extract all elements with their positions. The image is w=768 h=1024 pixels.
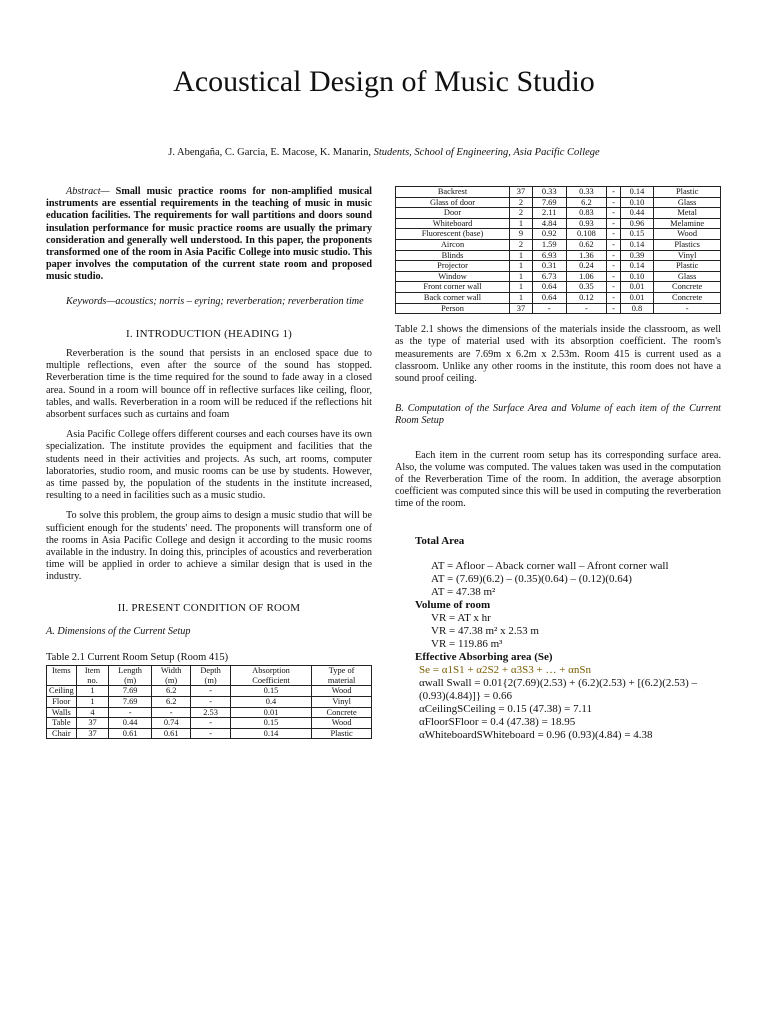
table-cell: 6.93	[532, 250, 566, 261]
table-cell: -	[532, 303, 566, 314]
table-cell: 0.8	[620, 303, 654, 314]
table-row	[396, 261, 721, 272]
table-cell: 6.73	[532, 271, 566, 282]
table-cell: 0.39	[620, 250, 654, 261]
right-column	[395, 186, 721, 742]
table-cell: 0.83	[566, 208, 607, 219]
table-cell: 0.62	[566, 239, 607, 250]
table-cell: 6.2	[151, 686, 190, 697]
table-cell: Wood	[654, 229, 721, 240]
table-cell: 2	[510, 208, 533, 219]
author-line	[40, 147, 728, 158]
table-row	[47, 707, 372, 718]
total-area-heading: Total Area	[415, 534, 465, 547]
header-depth: Depth (m)	[191, 666, 230, 686]
table-cell: 0.01	[620, 282, 654, 293]
table-cell: 4.84	[532, 218, 566, 229]
section-heading-present-condition: II. PRESENT CONDITION OF ROOM	[117, 601, 301, 614]
table-cell: Plastic	[312, 728, 372, 739]
table-cell: Melamine	[654, 218, 721, 229]
table-cell: Metal	[654, 208, 721, 219]
table-cell: 6.2	[151, 697, 190, 708]
table-row	[396, 208, 721, 219]
table-cell: 0.64	[532, 292, 566, 303]
keywords: Keywords—acoustics; norris – eyring; reverberation; reverberation time	[66, 295, 364, 307]
left-column	[46, 186, 372, 739]
table-cell: 0.14	[620, 239, 654, 250]
table-cell: 1	[76, 686, 109, 697]
table-cell: 0.14	[230, 728, 311, 739]
table-cell: Window	[396, 271, 510, 282]
table-cell: 37	[76, 718, 109, 729]
table-row	[396, 292, 721, 303]
table-cell: 0.14	[620, 187, 654, 198]
formula-effective-1: Se = α1S1 + α2S2 + α3S3 + … + αnSn	[419, 663, 592, 676]
table-cell: 1	[510, 271, 533, 282]
table-cell: -	[607, 208, 620, 219]
table-cell: 0.4	[230, 697, 311, 708]
table-cell: 0.108	[566, 229, 607, 240]
table-cell: 0.15	[230, 718, 311, 729]
table-cell: -	[607, 197, 620, 208]
table-row	[47, 728, 372, 739]
table-cell: 2	[510, 197, 533, 208]
table-cell: -	[566, 303, 607, 314]
formula-effective-2: αwall Swall = 0.01{2(7.69)(2.53) + (6.2)(2.53) + [(6.2)(2.53) – (0.93)(4.84)]} = 0.66	[419, 676, 698, 702]
table-cell: 0.44	[620, 208, 654, 219]
subheading-dimensions: A. Dimensions of the Current Setup	[46, 625, 191, 637]
author-names: J. Abengaña, C. Garcia, E. Macose, K. Manarin,	[168, 147, 374, 158]
table-cell: Vinyl	[312, 697, 372, 708]
table-cell: 1	[510, 282, 533, 293]
table-cell: Concrete	[654, 292, 721, 303]
table-cell: 0.12	[566, 292, 607, 303]
table-cell: 37	[510, 303, 533, 314]
table-cell: -	[191, 718, 230, 729]
table-row	[396, 187, 721, 198]
table-cell: 0.10	[620, 271, 654, 282]
table-row	[396, 197, 721, 208]
table-cell: Door	[396, 208, 510, 219]
table-cell: -	[654, 303, 721, 314]
table-cell: 0.10	[620, 197, 654, 208]
table-cell: Ceiling	[47, 686, 77, 697]
intro-paragraph-1: Reverberation is the sound that persists in an enclosed space due to multiple reflections, even after the source of the sound has stopped. Reverberation time is the time required for the sound to fade away in a closed area. Sound in a room will bounce off in reflective surfaces like ceiling, floor, tables, and walls. Reverberation in a room will be reduced if the reflections hit absorbent surfaces such as curtains and foam	[46, 348, 372, 421]
table-cell: -	[607, 218, 620, 229]
table-cell: 0.64	[532, 282, 566, 293]
table-cell: Walls	[47, 707, 77, 718]
formula-volume-3: VR = 119.86 m³	[431, 637, 503, 650]
table-cell: 1	[510, 250, 533, 261]
table-row	[47, 697, 372, 708]
table-cell: 0.33	[532, 187, 566, 198]
table-row	[47, 718, 372, 729]
volume-heading: Volume of room	[415, 598, 491, 611]
table-cell: 1	[510, 292, 533, 303]
table-cell: 0.01	[230, 707, 311, 718]
formula-effective-3: αCeilingSCeiling = 0.15 (47.38) = 7.11	[419, 702, 592, 715]
table-cell: Person	[396, 303, 510, 314]
table-cell: Concrete	[312, 707, 372, 718]
header-material: Type of material	[312, 666, 372, 686]
effective-area-heading: Effective Absorbing area (Se)	[415, 650, 553, 663]
table-cell: 0.61	[151, 728, 190, 739]
formula-area-3: AT = 47.38 m²	[431, 585, 496, 598]
table-cell: Vinyl	[654, 250, 721, 261]
table-cell: 0.74	[151, 718, 190, 729]
formula-block	[395, 535, 721, 742]
abstract-text: Small music practice rooms for non-amplified musical instruments are essential requirements in the teaching of music in music education facilities. The requirements for wall partitions and doors sound insulation performance for music practice rooms are usually the primary consideration and generally well understood. In this paper, the proponents transformed one of the room in Asia Pacific College into music studio. This paper involves the computation of the current state room and proposed music studio.	[46, 186, 372, 283]
subheading-computation: B. Computation of the Surface Area and Volume of each item of the Current Room Setup	[395, 403, 721, 427]
table-cell: 2.11	[532, 208, 566, 219]
table-cell: 1	[76, 697, 109, 708]
table-cell: Plastic	[654, 261, 721, 272]
table-cell: Glass	[654, 271, 721, 282]
formula-volume-2: VR = 47.38 m² x 2.53 m	[431, 624, 539, 637]
table-cell: -	[191, 728, 230, 739]
table-cell: 1.36	[566, 250, 607, 261]
intro-paragraph-3: To solve this problem, the group aims to design a music studio that will be sufficient enough for the students' need. The proponents will transform one of the rooms in Asia Pacific College and design it according to the music rooms available in the industry. In doing this, principles of acoustics and reverberation time will be applied in order to achieve a similar design that is used in the industry.	[46, 510, 372, 583]
table-cell: 6.2	[566, 197, 607, 208]
table-cell: 0.24	[566, 261, 607, 272]
table-cell: -	[607, 292, 620, 303]
table-row	[396, 303, 721, 314]
table-cell: Front corner wall	[396, 282, 510, 293]
table-cell: Whiteboard	[396, 218, 510, 229]
table-description-paragraph: Table 2.1 shows the dimensions of the materials inside the classroom, as well as the type of material used with its absorption coefficient. The room's measurements are 7.69m x 6.2m x 2.53m. Room 415 is current used as a classroom. Unlike any other rooms in the institute, this room does not have a sound proof ceiling.	[395, 324, 721, 384]
table-cell: -	[607, 250, 620, 261]
table-cell: 0.15	[230, 686, 311, 697]
section-heading-introduction: I. INTRODUCTION (HEADING 1)	[125, 327, 293, 340]
table-cell: -	[607, 229, 620, 240]
table-cell: -	[109, 707, 152, 718]
abstract-label: Abstract—	[66, 186, 110, 197]
table-cell: 0.31	[532, 261, 566, 272]
current-room-setup-table-continued	[395, 186, 721, 314]
table-cell: Plastics	[654, 239, 721, 250]
header-absorption: Absorption Coefficient	[230, 666, 311, 686]
header-item-no: Item no.	[76, 666, 109, 686]
table-cell: Plastic	[654, 187, 721, 198]
table-cell: 0.93	[566, 218, 607, 229]
table-cell: Wood	[312, 686, 372, 697]
table-cell: Aircon	[396, 239, 510, 250]
computation-paragraph: Each item in the current room setup has its corresponding surface area. Also, the volume was computed. The values taken was used in the computation of the Reverberation Time of the room. In addition, the average absorption coefficient was computed since this will be used in computing the reverberation time of the room.	[395, 449, 721, 510]
table-cell: Chair	[47, 728, 77, 739]
table-cell: Backrest	[396, 187, 510, 198]
table-cell: 0.01	[620, 292, 654, 303]
formula-volume-1: VR = AT x hr	[431, 611, 491, 624]
table-cell: 2.53	[191, 707, 230, 718]
abstract	[46, 186, 372, 284]
table-cell: Glass of door	[396, 197, 510, 208]
table-cell: 37	[76, 728, 109, 739]
table-caption: Table 2.1 Current Room Setup (Room 415)	[46, 652, 229, 664]
table-cell: Wood	[312, 718, 372, 729]
table-cell: 0.14	[620, 261, 654, 272]
table-cell: 7.69	[109, 697, 152, 708]
table-cell: 0.92	[532, 229, 566, 240]
table-cell: 0.44	[109, 718, 152, 729]
table-cell: 0.61	[109, 728, 152, 739]
table-cell: Projector	[396, 261, 510, 272]
table-cell: -	[607, 239, 620, 250]
table-cell: 7.69	[109, 686, 152, 697]
header-width: Width (m)	[151, 666, 190, 686]
table-row	[396, 229, 721, 240]
table-cell: 0.33	[566, 187, 607, 198]
table-header-row	[47, 666, 372, 686]
table-cell: -	[191, 686, 230, 697]
table-row	[47, 686, 372, 697]
table-row	[396, 218, 721, 229]
table-cell: 0.35	[566, 282, 607, 293]
formula-area-1: AT = Afloor – Aback corner wall – Afront corner wall	[431, 559, 669, 572]
table-cell: Floor	[47, 697, 77, 708]
table-cell: Concrete	[654, 282, 721, 293]
table-cell: 37	[510, 187, 533, 198]
author-affiliation: Students, School of Engineering, Asia Pacific College	[373, 147, 600, 158]
table-cell: -	[607, 261, 620, 272]
table-row	[396, 271, 721, 282]
header-items: Items	[47, 666, 77, 686]
formula-effective-4: αFloorSFloor = 0.4 (47.38) = 18.95	[419, 715, 576, 728]
table-cell: 0.96	[620, 218, 654, 229]
header-length: Length (m)	[109, 666, 152, 686]
table-row	[396, 250, 721, 261]
table-cell: -	[607, 187, 620, 198]
table-cell: Glass	[654, 197, 721, 208]
table-cell: 7.69	[532, 197, 566, 208]
table-row	[396, 239, 721, 250]
current-room-setup-table	[46, 665, 372, 739]
table-cell: Back corner wall	[396, 292, 510, 303]
table-cell: -	[607, 271, 620, 282]
table-cell: 1.59	[532, 239, 566, 250]
table-cell: -	[607, 303, 620, 314]
formula-area-2: AT = (7.69)(6.2) – (0.35)(0.64) – (0.12)(0.64)	[431, 572, 632, 585]
paper-title: Acoustical Design of Music Studio	[173, 65, 595, 98]
table-cell: 1	[510, 261, 533, 272]
table-row	[396, 282, 721, 293]
table-cell: -	[151, 707, 190, 718]
table-cell: Fluorescent (base)	[396, 229, 510, 240]
table-cell: 0.15	[620, 229, 654, 240]
table-cell: 1.06	[566, 271, 607, 282]
table-cell: 9	[510, 229, 533, 240]
formula-effective-5: αWhiteboardSWhiteboard = 0.96 (0.93)(4.84) = 4.38	[419, 728, 653, 741]
table-cell: 1	[510, 218, 533, 229]
table-cell: Table	[47, 718, 77, 729]
table-cell: -	[607, 282, 620, 293]
intro-paragraph-2: Asia Pacific College offers different courses and each courses have its own specialization. The institute provides the equipment and facilities that the students need in their activities and projects. As such, art rooms, computer laboratories, studio room, and music rooms can be use by students. However, as time passed by, the population of the students in the institute increased, resulting to a need in facilities such as a music studio.	[46, 429, 372, 502]
table-cell: Blinds	[396, 250, 510, 261]
table-cell: 2	[510, 239, 533, 250]
table-cell: -	[191, 697, 230, 708]
table-cell: 4	[76, 707, 109, 718]
